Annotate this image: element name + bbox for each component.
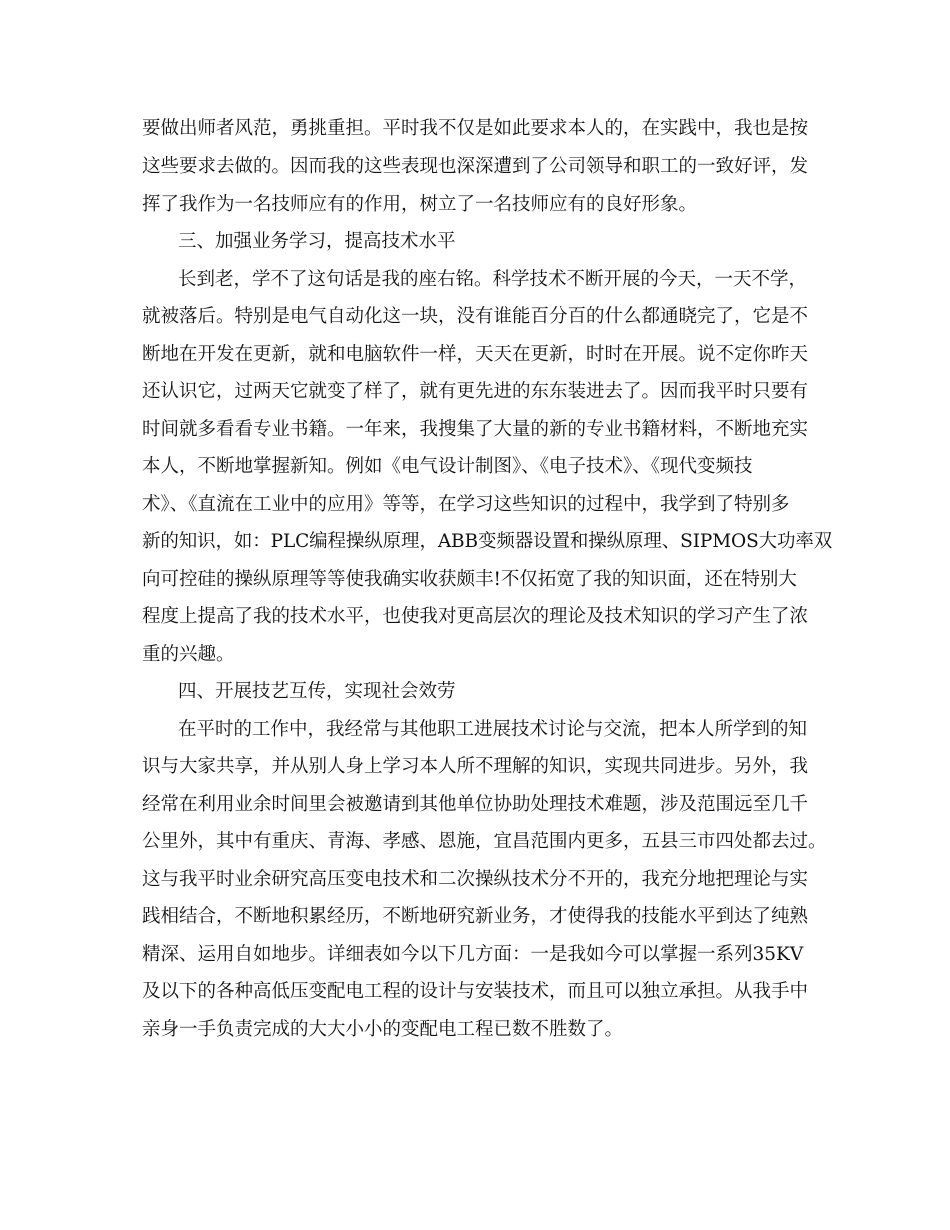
text-line: 就被落后。特别是电气自动化这一块，没有谁能百分百的什么都通晓完了，它是不 (142, 306, 809, 327)
section-heading: 四、开展技艺互传，实现社会效劳 (178, 681, 456, 702)
text-line: 亲身一手负责完成的大大小小的变配电工程已数不胜数了。 (142, 1019, 624, 1040)
text-line: 要做出师者风范，勇挑重担。平时我不仅是如此要求本人的，在实践中，我也是按 (142, 118, 809, 139)
text-line: 在平时的工作中，我经常与其他职工进展技术讨论与交流，把本人所学到的知 (178, 719, 808, 740)
text-line: 这与我平时业余研究高压变电技术和二次操纵技术分不开的，我充分地把理论与实 (142, 869, 809, 890)
text-line: 术》、《直流在工业中的应用》等等，在学习这些知识的过程中，我学到了特别多 (142, 494, 790, 515)
text-line: 践相结合，不断地积累经历，不断地研究新业务，才使得我的技能水平到达了纯熟 (142, 906, 809, 927)
text-line: 精深、运用自如地步。详细表如今以下几方面：一是我如今可以掌握一系列35KV (142, 944, 804, 965)
text-line: 断地在开发在更新，就和电脑软件一样，天天在更新，时时在开展。说不定你昨天 (142, 344, 809, 365)
text-line: 时间就多看看专业书籍。一年来，我搜集了大量的新的专业书籍材料，不断地充实 (142, 419, 809, 440)
text-line: 这些要求去做的。因而我的这些表现也深深遭到了公司领导和职工的一致好评，发 (142, 156, 809, 177)
text-line: 长到老，学不了这句话是我的座右铭。科学技术不断开展的今天，一天不学， (178, 269, 808, 290)
text-line: 识与大家共享，并从别人身上学习本人所不理解的知识，实现共同进步。另外，我 (142, 756, 809, 777)
text-line: 公里外，其中有重庆、青海、孝感、恩施，宜昌范围内更多，五县三市四处都去过。 (142, 831, 827, 852)
section-heading: 三、加强业务学习，提高技术水平 (178, 231, 456, 252)
text-line: 还认识它，过两天它就变了样了，就有更先进的东东装进去了。因而我平时只要有 (142, 381, 809, 402)
text-line: 向可控硅的操纵原理等等使我确实收获颇丰!不仅拓宽了我的知识面，还在特别大 (142, 569, 797, 590)
text-line: 新的知识，如：PLC编程操纵原理，ABB变频器设置和操纵原理、SIPMOS大功率双 (142, 531, 833, 552)
text-line: 经常在利用业余时间里会被邀请到其他单位协助处理技术难题，涉及范围远至几千 (142, 794, 809, 815)
text-line: 程度上提高了我的技术水平，也使我对更高层次的理论及技术知识的学习产生了浓 (142, 606, 809, 627)
text-line: 重的兴趣。 (142, 644, 235, 665)
text-line: 及以下的各种高低压变配电工程的设计与安装技术，而且可以独立承担。从我手中 (142, 981, 809, 1002)
text-line: 挥了我作为一名技师应有的作用，树立了一名技师应有的良好形象。 (142, 194, 698, 215)
text-line: 本人，不断地掌握新知。例如《电气设计制图》、《电子技术》、《现代变频技 (142, 456, 753, 477)
